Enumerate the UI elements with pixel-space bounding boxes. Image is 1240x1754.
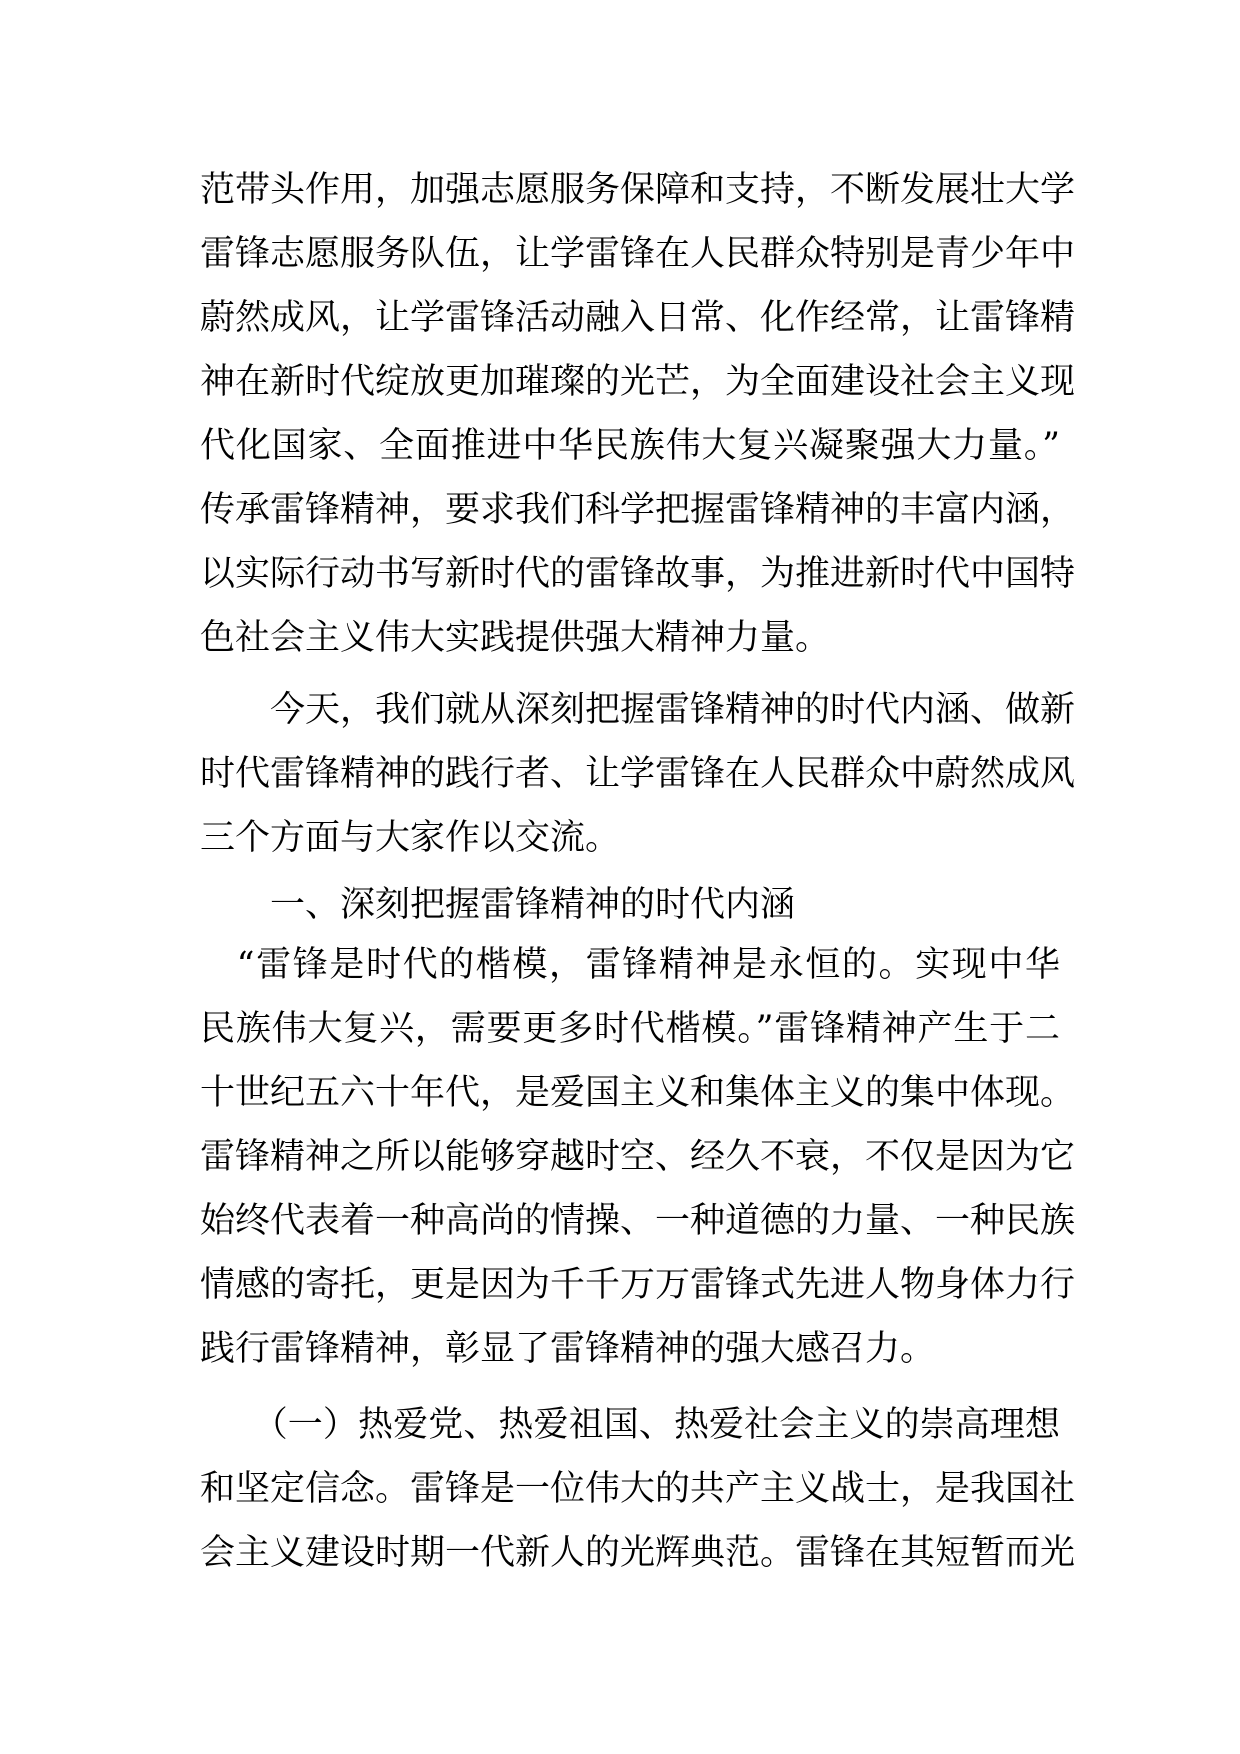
paragraph-era-meaning [200, 933, 1076, 1381]
text-line: （一）热爱党、热爱祖国、热爱社会主义的崇高理想 [200, 1405, 1060, 1445]
text-line: 民族伟大复兴，需要更多时代楷模。”雷锋精神产生于二 [200, 1009, 1060, 1049]
paragraph-subsection-1 [200, 1393, 1076, 1585]
text-line: 以实际行动书写新时代的雷锋故事，为推进新时代中国特 [200, 554, 1076, 594]
section-heading: 一、深刻把握雷锋精神的时代内涵 [200, 885, 796, 925]
text-line: 神在新时代绽放更加璀璨的光芒，为全面建设社会主义现 [200, 362, 1076, 402]
text-line: 今天，我们就从深刻把握雷锋精神的时代内涵、做新 [200, 690, 1076, 730]
text-line: 时代雷锋精神的践行者、让学雷锋在人民群众中蔚然成风 [200, 754, 1076, 794]
text-line: 代化国家、全面推进中华民族伟大复兴凝聚强大力量。” [200, 426, 1060, 466]
text-line: 雷锋精神之所以能够穿越时空、经久不衰，不仅是因为它 [200, 1137, 1076, 1177]
section-heading-1 [200, 873, 1060, 937]
text-line: “雷锋是时代的楷模，雷锋精神是永恒的。实现中华 [200, 945, 1060, 985]
text-line: 情感的寄托，更是因为千千万万雷锋式先进人物身体力行 [200, 1265, 1076, 1305]
paragraph-volunteer-service [200, 158, 1076, 670]
text-line: 蔚然成风，让学雷锋活动融入日常、化作经常，让雷锋精 [200, 298, 1076, 338]
text-line: 传承雷锋精神，要求我们科学把握雷锋精神的丰富内涵， [200, 490, 1076, 530]
text-line: 会主义建设时期一代新人的光辉典范。雷锋在其短暂而光 [200, 1533, 1076, 1573]
paragraph-introduction [200, 678, 1076, 870]
text-line: 雷锋志愿服务队伍，让学雷锋在人民群众特别是青少年中 [200, 234, 1076, 274]
text-line: 践行雷锋精神，彰显了雷锋精神的强大感召力。 [200, 1329, 936, 1369]
text-line: 范带头作用，加强志愿服务保障和支持，不断发展壮大学 [200, 170, 1076, 210]
text-line: 三个方面与大家作以交流。 [200, 818, 621, 858]
text-line: 始终代表着一种高尚的情操、一种道德的力量、一种民族 [200, 1201, 1076, 1241]
text-line: 十世纪五六十年代，是爱国主义和集体主义的集中体现。 [200, 1073, 1076, 1113]
text-line: 和坚定信念。雷锋是一位伟大的共产主义战士，是我国社 [200, 1469, 1076, 1509]
text-line: 色社会主义伟大实践提供强大精神力量。 [200, 618, 831, 658]
